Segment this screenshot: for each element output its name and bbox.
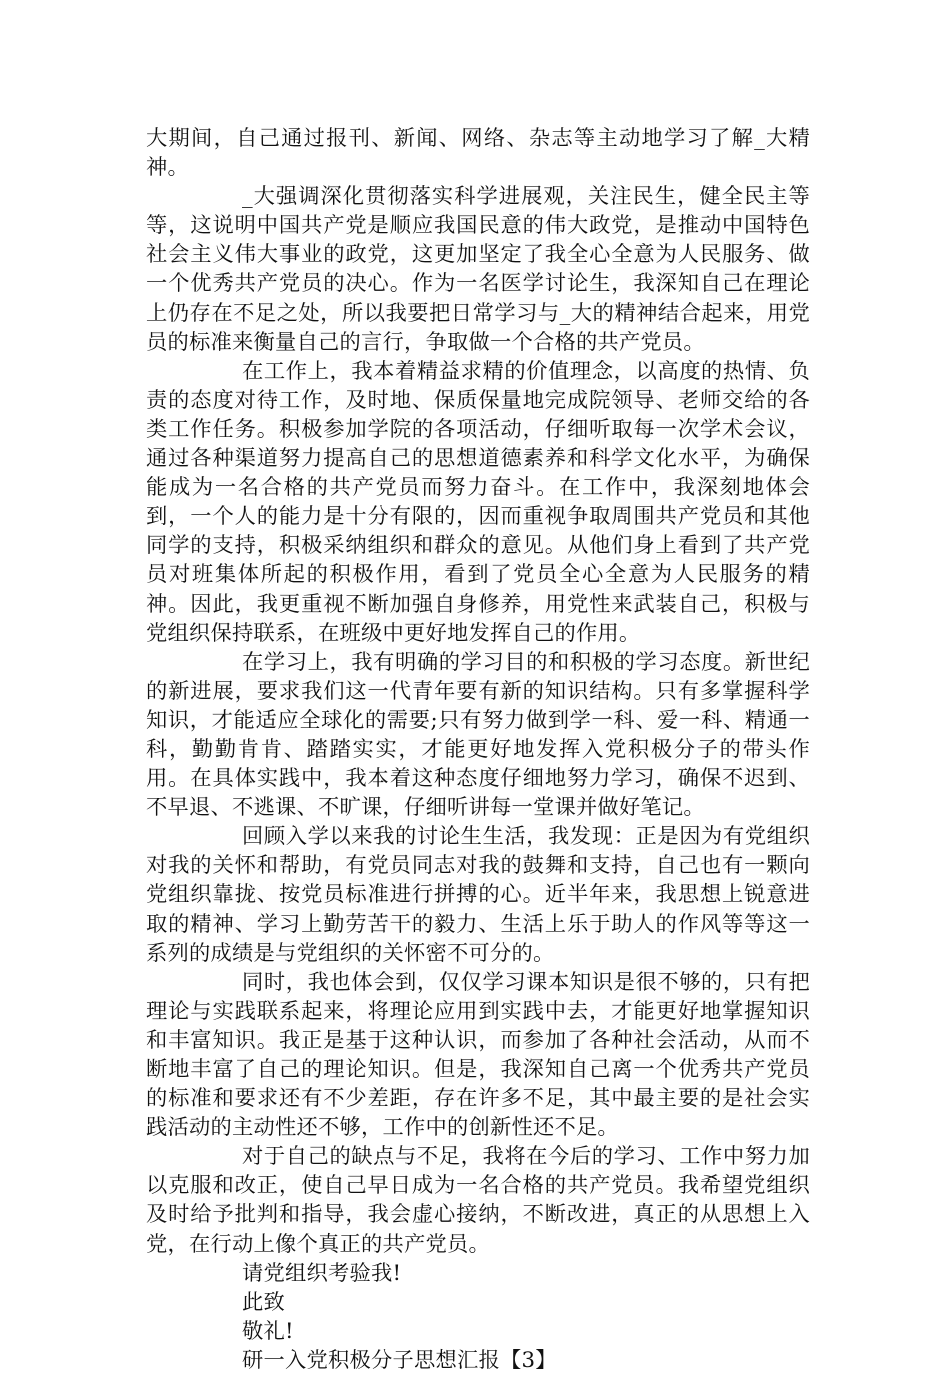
paragraph-3: 在工作上，我本着精益求精的价值理念，以高度的热情、负责的态度对待工作，及时地、保质保量地完成院领导、老师交给的各类工作任务。积极参加学院的各项活动，仔细听取每一次学术会议，通过各种渠道努力提高自己的思想道德素养和科学文化水平，为确保能成为一名合格的共产党员而努力奋斗。在工作中，我深刻地体会到，一个人的能力是十分有限的，因而重视争取周围共产党员和其他同学的支持，积极采纳组织和群众的意见。从他们身上看到了共产党员对班集体所起的积极作用，看到了党员全心全意为人民服务的精神。因此，我更重视不断加强自身修养，用党性来武装自己，积极与党组织保持联系，在班级中更好地发挥自己的作用。 bbox=[146, 358, 810, 646]
closing-salutation: 此致 bbox=[242, 1289, 285, 1315]
paragraph-2: _大强调深化贯彻落实科学进展观，关注民生，健全民主等等，这说明中国共产党是顺应我国民意的伟大政党，是推动中国特色社会主义伟大事业的政党，这更加坚定了我全心全意为人民服务、做一个优秀共产党员的决心。作为一名医学讨论生，我深知自己在理论上仍存在不足之处，所以我要把日常学习与_大的精神结合起来，用党员的标准来衡量自己的言行，争取做一个合格的共产党员。 bbox=[146, 184, 810, 355]
next-section-title: 研一入党积极分子思想汇报【3】 bbox=[242, 1347, 557, 1373]
paragraph-1: 大期间，自己通过报刊、新闻、网络、杂志等主动地学习了解_大精神。 bbox=[146, 126, 810, 181]
paragraph-4: 在学习上，我有明确的学习目的和积极的学习态度。新世纪的新进展，要求我们这一代青年要有新的知识结构。只有多掌握科学知识，才能适应全球化的需要;只有努力做到学一科、爱一科、精通一科，勤勤肯肯、踏踏实实，才能更好地发挥入党积极分子的带头作用。在具体实践中，我本着这种态度仔细地努力学习，确保不迟到、不早退、不逃课、不旷课，仔细听讲每一堂课并做好笔记。 bbox=[146, 649, 810, 821]
document-body bbox=[146, 124, 810, 1375]
paragraph-7: 对于自己的缺点与不足，我将在今后的学习、工作中努力加以克服和改正，使自己早日成为一名合格的共产党员。我希望党组织及时给予批判和指导，我会虚心接纳，不断改进，真正的从思想上入党，在行动上像个真正的共产党员。 bbox=[146, 1144, 810, 1257]
closing-regards: 敬礼! bbox=[242, 1318, 294, 1344]
paragraph-5: 回顾入学以来我的讨论生生活，我发现：正是因为有党组织对我的关怀和帮助，有党员同志对我的鼓舞和支持，自己也有一颗向党组织靠拢、按党员标准进行拼搏的心。近半年来，我思想上锐意进取的精神、学习上勤劳苦干的毅力、生活上乐于助人的作风等等这一系列的成绩是与党组织的关怀密不可分的。 bbox=[146, 824, 810, 966]
paragraph-6: 同时，我也体会到，仅仅学习课本知识是很不够的，只有把理论与实践联系起来，将理论应用到实践中去，才能更好地掌握知识和丰富知识。我正是基于这种认识，而参加了各种社会活动，从而不断地丰富了自己的理论知识。但是，我深知自己离一个优秀共产党员的标准和要求还有不少差距，存在许多不足，其中最主要的是社会实践活动的主动性还不够，工作中的创新性还不足。 bbox=[146, 969, 810, 1141]
closing-request: 请党组织考验我! bbox=[242, 1260, 402, 1286]
